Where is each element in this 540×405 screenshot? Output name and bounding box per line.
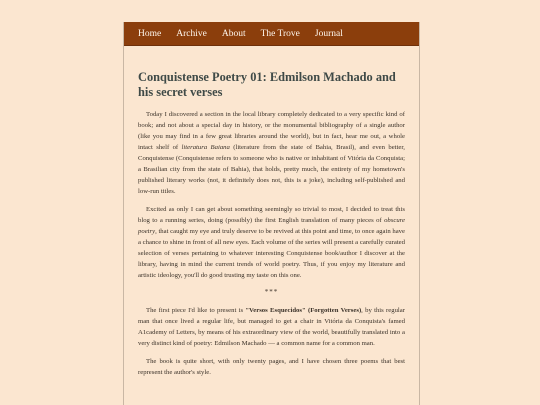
post-article bbox=[124, 46, 419, 378]
italic-phrase: obscure poetry bbox=[138, 217, 405, 235]
nav-journal-link[interactable]: Journal bbox=[314, 28, 343, 39]
post-title: Conquistense Poetry 01: Edmilson Machado and his secret verses bbox=[138, 70, 396, 99]
nav-about-link[interactable]: About bbox=[221, 28, 246, 39]
paragraph-text: (literature from the state of Bahia, Brasil), and even better, Conquistense (Conquistense refers to someone who is native or inhabitant of Vitória da Conquista; a Brasilian city from the state of Bahia), that holds, pretty much, the entirety of my hometown's published literary works (not, it definitely does not, this is a joke), including self-published and low-run titles. bbox=[138, 144, 405, 195]
nav-home-link[interactable]: Home bbox=[138, 28, 162, 39]
post-paragraph-4: The book is quite short, with only twenty pages, and I have chosen three poems that best represent the author's style. bbox=[138, 358, 405, 376]
paragraph-text: Today I discovered a section in the local library completely dedicated to a very specific kind of book; and not about a special day in history, or the monumental bibliography of a single author (like you may find in a few great libraries around the world), but in fact, hear me out, a whole intact shelf of bbox=[138, 111, 405, 151]
top-navbar bbox=[124, 22, 419, 46]
post-paragraph-2 bbox=[138, 204, 405, 281]
post-paragraph-1 bbox=[138, 109, 405, 197]
section-separator: *** bbox=[264, 288, 279, 296]
nav-archive-link[interactable]: Archive bbox=[176, 28, 207, 39]
paragraph-text: , by this regular man that once lived a regular life, but managed to get a chair in Vitória da Conquista's famed A1cademy of Letters, by means of his extraordinary view of the world, beautifully translated into a very distinct kind of poetry: Edmilson Machado — a common name for a common man. bbox=[138, 307, 405, 347]
page-container bbox=[123, 22, 420, 405]
italic-phrase: literatura Baiana bbox=[181, 144, 230, 151]
paragraph-text: The first piece I'd like to present is bbox=[146, 307, 246, 314]
nav-trove-link[interactable]: The Trove bbox=[260, 28, 300, 39]
paragraph-text: , that caught my eye and truly deserve to be revived at this point and time, to once again have a chance to shine in front of all new eyes. Each volume of the series will present a carefully curated selection of verses pertaining to whatever interesting Conquistense book/author I discover at the library, having in mind the current trends of world poetry. Thus, if you enjoy my literature and artistic ideology, you'll do good trusting my taste on this one. bbox=[138, 228, 405, 279]
paragraph-text: Excited as only I can get about something seemingly so trivial to most, I decided to treat this blog to a running series, doing (possibly) the first English translation of many pieces of bbox=[138, 206, 405, 224]
post-paragraph-3 bbox=[138, 305, 405, 349]
bold-phrase: "Versos Esquecidos" (Forgotten Verses) bbox=[245, 307, 362, 314]
